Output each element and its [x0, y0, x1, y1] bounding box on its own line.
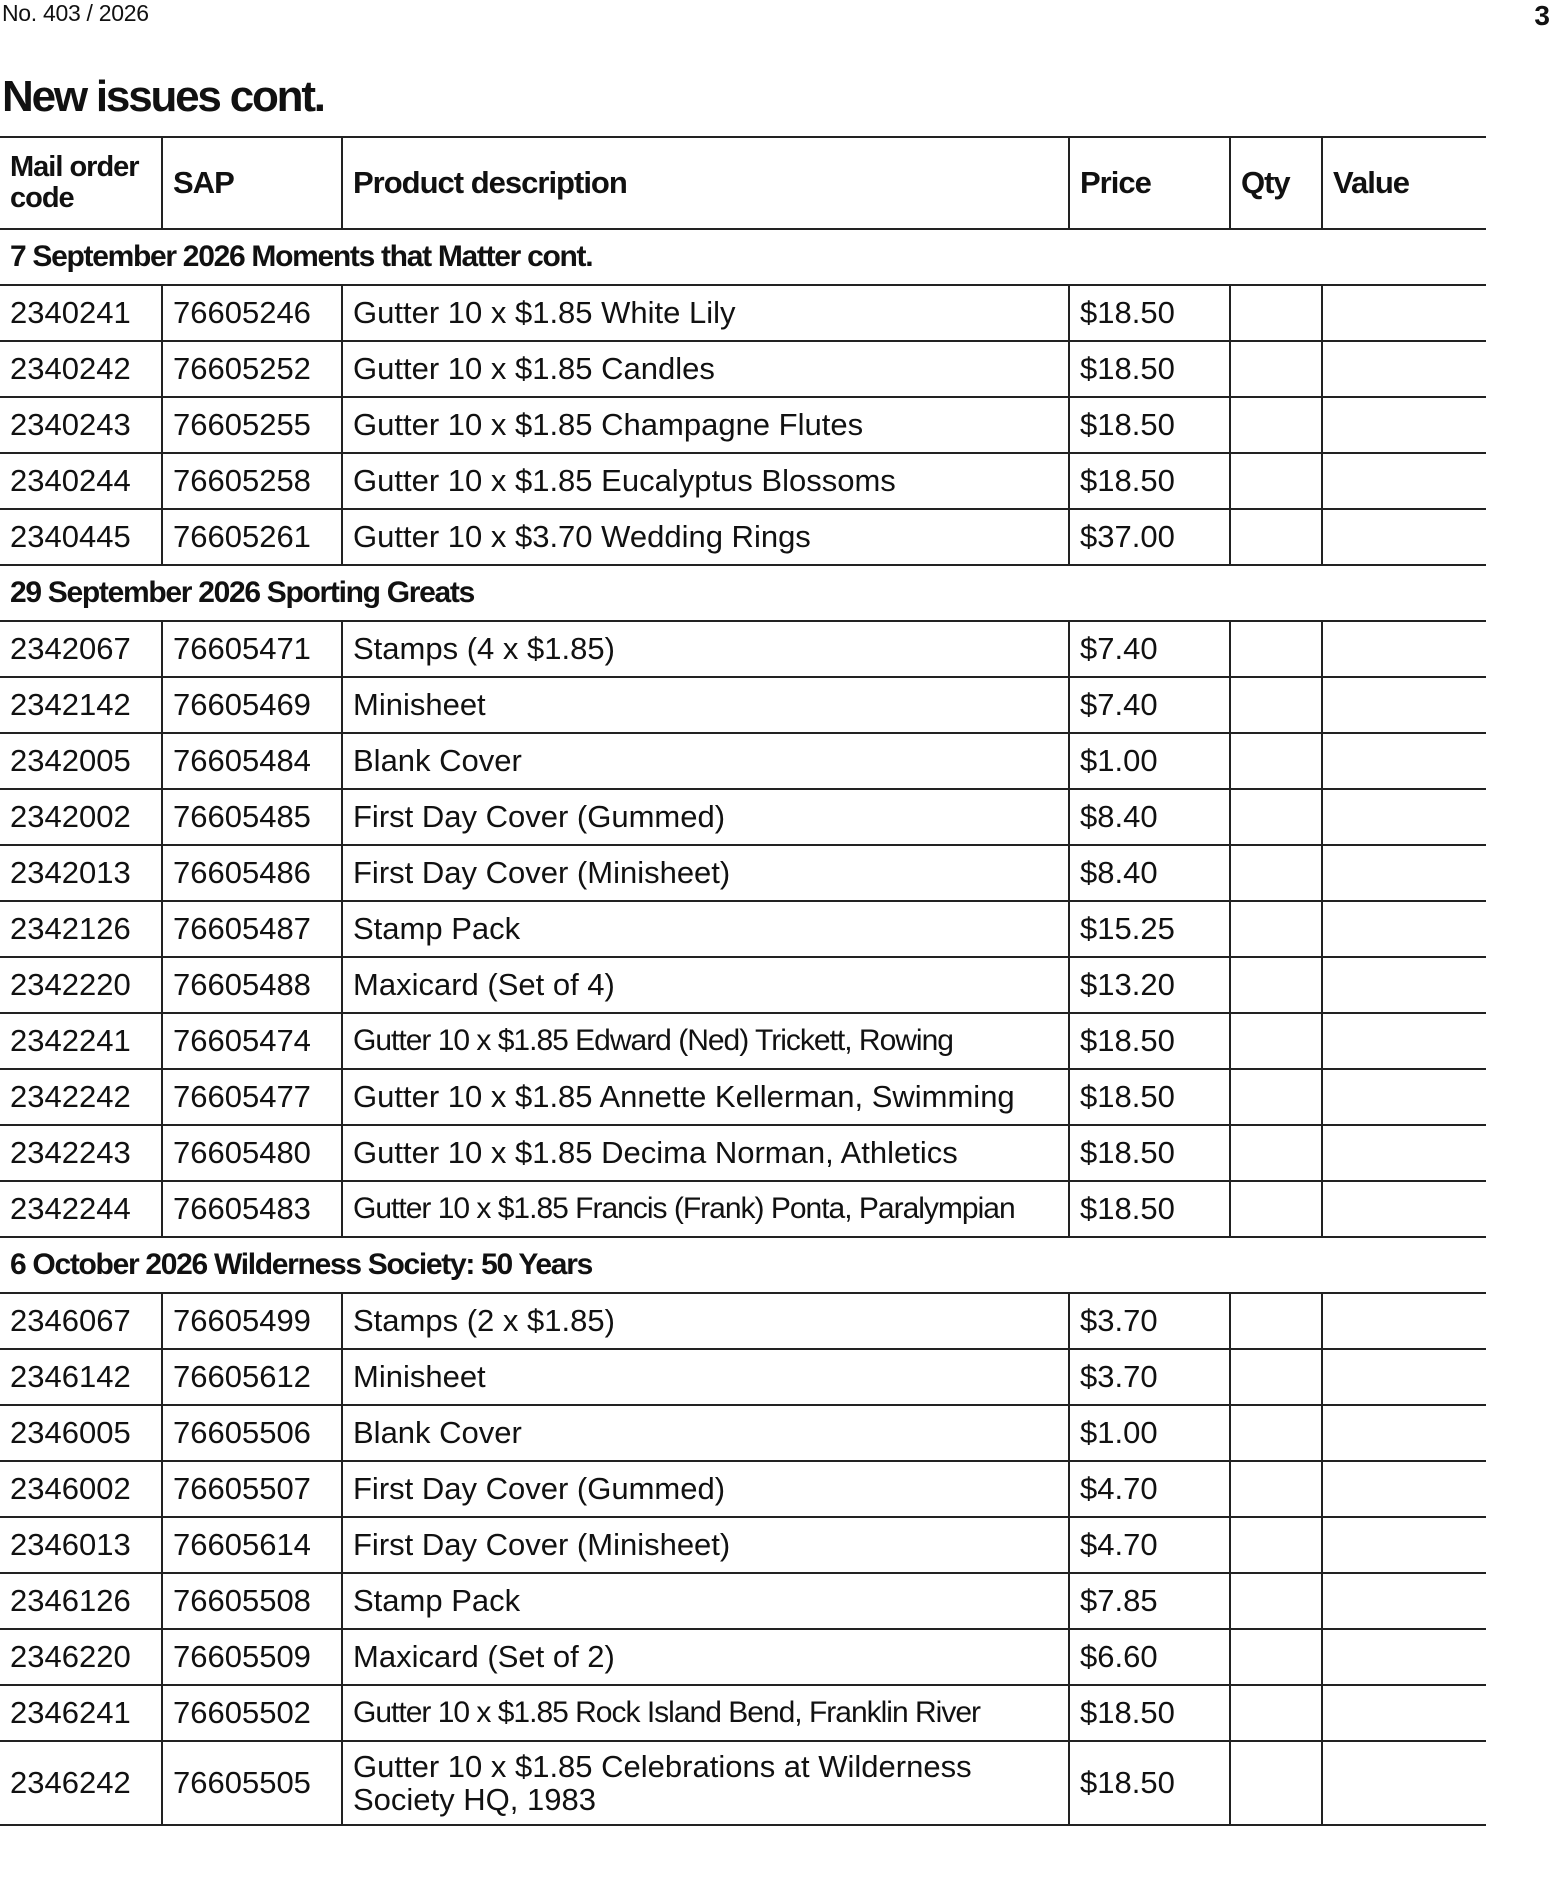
mail-order-code-cell: 2346142	[0, 1349, 162, 1405]
value-cell[interactable]	[1322, 789, 1486, 845]
product-description-cell: Gutter 10 x $1.85 Annette Kellerman, Swimming	[342, 1069, 1069, 1125]
qty-cell[interactable]	[1230, 453, 1322, 509]
qty-cell[interactable]	[1230, 845, 1322, 901]
price-cell: $1.00	[1069, 733, 1230, 789]
table-row	[0, 1181, 1486, 1237]
product-description-cell: Gutter 10 x $1.85 Decima Norman, Athletics	[342, 1125, 1069, 1181]
table-row	[0, 285, 1486, 341]
value-cell[interactable]	[1322, 1013, 1486, 1069]
sap-cell: 76605506	[162, 1405, 342, 1461]
sap-cell: 76605471	[162, 621, 342, 677]
sap-cell: 76605505	[162, 1741, 342, 1825]
product-description-cell: Gutter 10 x $3.70 Wedding Rings	[342, 509, 1069, 565]
mail-order-code-cell: 2342241	[0, 1013, 162, 1069]
table-row	[0, 1069, 1486, 1125]
section-title: 6 October 2026 Wilderness Society: 50 Years	[0, 1237, 1486, 1293]
price-cell: $13.20	[1069, 957, 1230, 1013]
product-description-cell: Gutter 10 x $1.85 Eucalyptus Blossoms	[342, 453, 1069, 509]
mail-order-code-cell: 2342142	[0, 677, 162, 733]
product-description-cell: Stamps (4 x $1.85)	[342, 621, 1069, 677]
value-cell[interactable]	[1322, 1405, 1486, 1461]
issue-number: No. 403 / 2026	[2, 0, 149, 26]
section-header-row	[0, 1237, 1486, 1293]
table-row	[0, 1293, 1486, 1349]
value-cell[interactable]	[1322, 621, 1486, 677]
sap-cell: 76605612	[162, 1349, 342, 1405]
table-row	[0, 957, 1486, 1013]
qty-cell[interactable]	[1230, 1517, 1322, 1573]
qty-cell[interactable]	[1230, 1069, 1322, 1125]
price-cell: $7.40	[1069, 621, 1230, 677]
sap-cell: 76605499	[162, 1293, 342, 1349]
table-row	[0, 1629, 1486, 1685]
page-number: 3	[1534, 0, 1550, 31]
sap-cell: 76605488	[162, 957, 342, 1013]
value-cell[interactable]	[1322, 509, 1486, 565]
qty-cell[interactable]	[1230, 341, 1322, 397]
product-description-cell: Gutter 10 x $1.85 White Lily	[342, 285, 1069, 341]
qty-cell[interactable]	[1230, 1629, 1322, 1685]
mail-order-code-cell: 2342126	[0, 901, 162, 957]
product-description-cell: Minisheet	[342, 677, 1069, 733]
qty-cell[interactable]	[1230, 1573, 1322, 1629]
table-row	[0, 453, 1486, 509]
mail-order-code-cell: 2342067	[0, 621, 162, 677]
product-description-cell: Gutter 10 x $1.85 Francis (Frank) Ponta, Paralympian	[342, 1181, 1069, 1237]
column-header-mail-order-code: Mail order code	[0, 137, 162, 229]
page-title: New issues cont.	[2, 72, 324, 121]
qty-cell[interactable]	[1230, 1349, 1322, 1405]
table-row	[0, 1573, 1486, 1629]
qty-cell[interactable]	[1230, 1741, 1322, 1825]
table-row	[0, 1741, 1486, 1825]
mail-order-code-cell: 2340241	[0, 285, 162, 341]
sap-cell: 76605483	[162, 1181, 342, 1237]
value-cell[interactable]	[1322, 285, 1486, 341]
price-cell: $18.50	[1069, 453, 1230, 509]
price-cell: $18.50	[1069, 1125, 1230, 1181]
product-description-cell: Gutter 10 x $1.85 Champagne Flutes	[342, 397, 1069, 453]
product-description-cell: Blank Cover	[342, 1405, 1069, 1461]
value-cell[interactable]	[1322, 397, 1486, 453]
price-cell: $3.70	[1069, 1349, 1230, 1405]
price-cell: $18.50	[1069, 285, 1230, 341]
table-row	[0, 1685, 1486, 1741]
mail-order-code-cell: 2346241	[0, 1685, 162, 1741]
sap-cell: 76605477	[162, 1069, 342, 1125]
product-description-cell: Maxicard (Set of 4)	[342, 957, 1069, 1013]
product-description-cell: First Day Cover (Minisheet)	[342, 1517, 1069, 1573]
mail-order-code-cell: 2340242	[0, 341, 162, 397]
value-cell[interactable]	[1322, 1069, 1486, 1125]
table-row	[0, 677, 1486, 733]
value-cell[interactable]	[1322, 845, 1486, 901]
sap-cell: 76605614	[162, 1517, 342, 1573]
mail-order-code-cell: 2342242	[0, 1069, 162, 1125]
column-header-price: Price	[1069, 137, 1230, 229]
mail-order-code-cell: 2342244	[0, 1181, 162, 1237]
sap-cell: 76605508	[162, 1573, 342, 1629]
product-description-cell: Maxicard (Set of 2)	[342, 1629, 1069, 1685]
table-row	[0, 1349, 1486, 1405]
sap-cell: 76605246	[162, 285, 342, 341]
price-cell: $18.50	[1069, 397, 1230, 453]
product-description-cell: First Day Cover (Minisheet)	[342, 845, 1069, 901]
table-row	[0, 341, 1486, 397]
mail-order-code-cell: 2346126	[0, 1573, 162, 1629]
mail-order-code-cell: 2342220	[0, 957, 162, 1013]
sap-cell: 76605480	[162, 1125, 342, 1181]
table-row	[0, 733, 1486, 789]
qty-cell[interactable]	[1230, 789, 1322, 845]
table-row	[0, 1461, 1486, 1517]
sap-cell: 76605252	[162, 341, 342, 397]
sap-cell: 76605261	[162, 509, 342, 565]
sap-cell: 76605258	[162, 453, 342, 509]
mail-order-code-cell: 2346067	[0, 1293, 162, 1349]
column-header-value: Value	[1322, 137, 1486, 229]
qty-cell[interactable]	[1230, 1405, 1322, 1461]
table-row	[0, 397, 1486, 453]
value-cell[interactable]	[1322, 453, 1486, 509]
sap-cell: 76605487	[162, 901, 342, 957]
mail-order-code-cell: 2346242	[0, 1741, 162, 1825]
column-header-product-description: Product description	[342, 137, 1069, 229]
value-cell[interactable]	[1322, 901, 1486, 957]
qty-cell[interactable]	[1230, 733, 1322, 789]
qty-cell[interactable]	[1230, 397, 1322, 453]
product-description-cell: Gutter 10 x $1.85 Celebrations at Wilderness Society HQ, 1983	[342, 1741, 1069, 1825]
value-cell[interactable]	[1322, 733, 1486, 789]
table-body	[0, 229, 1486, 1825]
product-description-cell: First Day Cover (Gummed)	[342, 789, 1069, 845]
value-cell[interactable]	[1322, 1741, 1486, 1825]
section-header-row	[0, 229, 1486, 285]
sap-cell: 76605255	[162, 397, 342, 453]
price-cell: $18.50	[1069, 1741, 1230, 1825]
product-description-cell: Stamp Pack	[342, 1573, 1069, 1629]
product-description-cell: Blank Cover	[342, 733, 1069, 789]
price-cell: $8.40	[1069, 845, 1230, 901]
value-cell[interactable]	[1322, 1629, 1486, 1685]
mail-order-code-cell: 2346005	[0, 1405, 162, 1461]
qty-cell[interactable]	[1230, 901, 1322, 957]
value-cell[interactable]	[1322, 957, 1486, 1013]
mail-order-code-cell: 2340244	[0, 453, 162, 509]
price-cell: $6.60	[1069, 1629, 1230, 1685]
sap-cell: 76605484	[162, 733, 342, 789]
table-row	[0, 1013, 1486, 1069]
table-row	[0, 1405, 1486, 1461]
price-cell: $1.00	[1069, 1405, 1230, 1461]
sap-cell: 76605486	[162, 845, 342, 901]
qty-cell[interactable]	[1230, 957, 1322, 1013]
price-cell: $37.00	[1069, 509, 1230, 565]
price-cell: $18.50	[1069, 1181, 1230, 1237]
table-row	[0, 845, 1486, 901]
column-header-sap: SAP	[162, 137, 342, 229]
section-title: 29 September 2026 Sporting Greats	[0, 565, 1486, 621]
value-cell[interactable]	[1322, 1573, 1486, 1629]
table-row	[0, 621, 1486, 677]
product-description-cell: Minisheet	[342, 1349, 1069, 1405]
qty-cell[interactable]	[1230, 1293, 1322, 1349]
mail-order-code-cell: 2342013	[0, 845, 162, 901]
section-header-row	[0, 565, 1486, 621]
value-cell[interactable]	[1322, 1349, 1486, 1405]
sap-cell: 76605469	[162, 677, 342, 733]
table-header-row	[0, 137, 1486, 229]
price-cell: $18.50	[1069, 1069, 1230, 1125]
table-row	[0, 1125, 1486, 1181]
sap-cell: 76605509	[162, 1629, 342, 1685]
product-description-cell: Stamp Pack	[342, 901, 1069, 957]
price-cell: $4.70	[1069, 1517, 1230, 1573]
qty-cell[interactable]	[1230, 285, 1322, 341]
mail-order-code-cell: 2340243	[0, 397, 162, 453]
price-cell: $8.40	[1069, 789, 1230, 845]
mail-order-code-cell: 2342002	[0, 789, 162, 845]
product-description-cell: Gutter 10 x $1.85 Edward (Ned) Trickett, Rowing	[342, 1013, 1069, 1069]
sap-cell: 76605502	[162, 1685, 342, 1741]
product-description-cell: Gutter 10 x $1.85 Rock Island Bend, Franklin River	[342, 1685, 1069, 1741]
value-cell[interactable]	[1322, 1685, 1486, 1741]
sap-cell: 76605507	[162, 1461, 342, 1517]
value-cell[interactable]	[1322, 677, 1486, 733]
qty-cell[interactable]	[1230, 677, 1322, 733]
price-cell: $3.70	[1069, 1293, 1230, 1349]
qty-cell[interactable]	[1230, 509, 1322, 565]
mail-order-code-cell: 2342243	[0, 1125, 162, 1181]
value-cell[interactable]	[1322, 1125, 1486, 1181]
price-cell: $18.50	[1069, 1685, 1230, 1741]
section-title: 7 September 2026 Moments that Matter cont.	[0, 229, 1486, 285]
value-cell[interactable]	[1322, 1293, 1486, 1349]
mail-order-code-cell: 2346220	[0, 1629, 162, 1685]
price-cell: $15.25	[1069, 901, 1230, 957]
mail-order-code-cell: 2346002	[0, 1461, 162, 1517]
qty-cell[interactable]	[1230, 1013, 1322, 1069]
qty-cell[interactable]	[1230, 1461, 1322, 1517]
qty-cell[interactable]	[1230, 1125, 1322, 1181]
table-row	[0, 1517, 1486, 1573]
table-row	[0, 789, 1486, 845]
product-description-cell: Gutter 10 x $1.85 Candles	[342, 341, 1069, 397]
price-cell: $7.40	[1069, 677, 1230, 733]
price-cell: $7.85	[1069, 1573, 1230, 1629]
order-form-table	[0, 136, 1486, 1826]
qty-cell[interactable]	[1230, 1181, 1322, 1237]
sap-cell: 76605474	[162, 1013, 342, 1069]
price-cell: $4.70	[1069, 1461, 1230, 1517]
price-cell: $18.50	[1069, 1013, 1230, 1069]
value-cell[interactable]	[1322, 1517, 1486, 1573]
table-row	[0, 509, 1486, 565]
table-row	[0, 901, 1486, 957]
value-cell[interactable]	[1322, 341, 1486, 397]
sap-cell: 76605485	[162, 789, 342, 845]
column-header-qty: Qty	[1230, 137, 1322, 229]
product-description-cell: First Day Cover (Gummed)	[342, 1461, 1069, 1517]
mail-order-code-cell: 2342005	[0, 733, 162, 789]
qty-cell[interactable]	[1230, 1685, 1322, 1741]
value-cell[interactable]	[1322, 1181, 1486, 1237]
qty-cell[interactable]	[1230, 621, 1322, 677]
mail-order-code-cell: 2340445	[0, 509, 162, 565]
product-description-cell: Stamps (2 x $1.85)	[342, 1293, 1069, 1349]
value-cell[interactable]	[1322, 1461, 1486, 1517]
mail-order-code-cell: 2346013	[0, 1517, 162, 1573]
price-cell: $18.50	[1069, 341, 1230, 397]
